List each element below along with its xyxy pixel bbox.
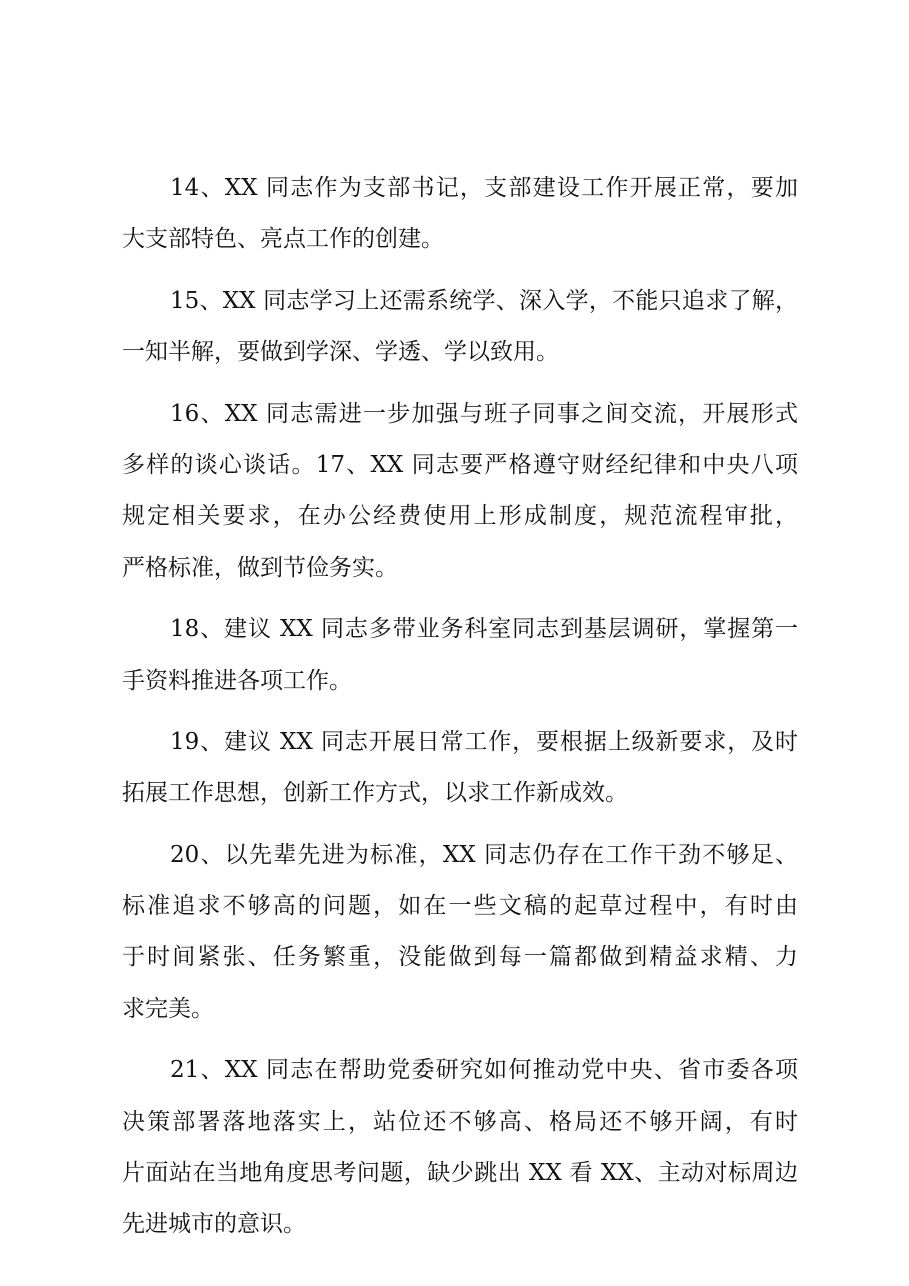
paragraph-line: 手资料推进各项工作。 — [122, 667, 352, 694]
paragraph-line: 16、XX 同志需进一步加强与班子同事之间交流，开展形式 — [170, 400, 798, 427]
paragraph-19 — [122, 717, 798, 820]
paragraph-line: 21、XX 同志在帮助党委研究如何推动党中央、省市委各项 — [170, 1057, 798, 1084]
paragraph-line: 片面站在当地角度思考问题，缺少跳出 XX 看 XX、主动对标周边 — [122, 1160, 798, 1187]
paragraph-line: 20、以先辈先进为标准，XX 同志仍存在工作干劲不够足、 — [170, 841, 798, 868]
paragraph-21 — [122, 1045, 798, 1251]
paragraph-line: 求完美。 — [122, 995, 214, 1022]
document-body — [122, 163, 798, 1261]
paragraph-line: 决策部署落地落实上，站位还不够高、格局还不够开阔，有时 — [122, 1108, 798, 1135]
paragraph-line: 严格标准，做到节俭务实。 — [122, 554, 398, 581]
paragraph-line: 19、建议 XX 同志开展日常工作，要根据上级新要求，及时 — [170, 728, 798, 755]
paragraph-line: 标准追求不够高的问题，如在一些文稿的起草过程中，有时由 — [122, 893, 798, 920]
paragraph-line: 大支部特色、亮点工作的创建。 — [122, 226, 444, 253]
paragraph-line: 拓展工作思想，创新工作方式，以求工作新成效。 — [122, 780, 628, 807]
paragraph-15 — [122, 276, 798, 379]
paragraph-line: 多样的谈心谈话。17、XX 同志要严格遵守财经纪律和中央八项 — [122, 451, 798, 478]
paragraph-line: 14、XX 同志作为支部书记，支部建设工作开展正常，要加 — [170, 175, 798, 201]
paragraph-14 — [122, 163, 798, 266]
paragraph-20 — [122, 830, 798, 1036]
paragraph-line: 于时间紧张、任务繁重，没能做到每一篇都做到精益求精、力 — [122, 944, 798, 971]
paragraph-line: 一知半解，要做到学深、学透、学以致用。 — [122, 339, 559, 366]
paragraph-line: 规定相关要求，在办公经费使用上形成制度，规范流程审批， — [122, 503, 798, 530]
paragraph-18 — [122, 604, 798, 707]
paragraph-16-17 — [122, 389, 798, 595]
paragraph-line: 15、XX 同志学习上还需系统学、深入学，不能只追求了解， — [170, 287, 798, 314]
paragraph-line: 18、建议 XX 同志多带业务科室同志到基层调研，掌握第一 — [170, 616, 798, 643]
paragraph-line: 先进城市的意识。 — [122, 1211, 306, 1238]
